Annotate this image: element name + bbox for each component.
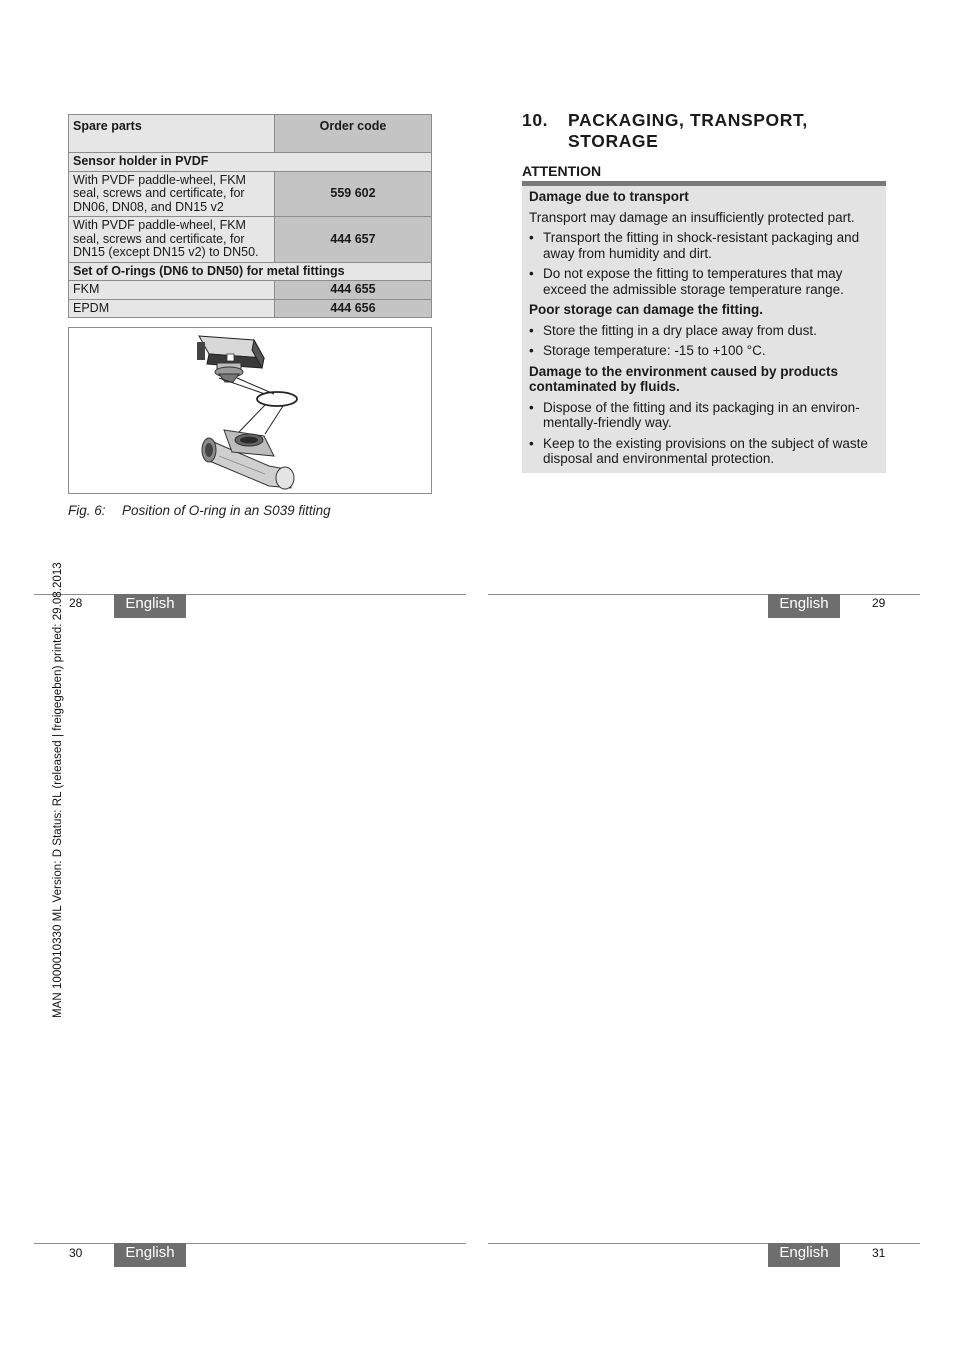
language-tab: English [114,594,186,618]
figure-caption [68,503,331,518]
list-item-text: Storage temperature: -15 to +100 °C. [543,343,766,358]
section-number: 10. [522,110,549,130]
list-item [529,323,881,339]
order-code: 444 657 [275,217,432,263]
language-tab: English [114,1243,186,1267]
table-section-row [69,153,432,172]
footer-rule [34,1243,466,1244]
footer-rule [488,594,920,595]
table-header-row [69,115,432,153]
bullet-list [529,230,881,297]
list-item [529,343,881,359]
section-label: Set of O-rings (DN6 to DN50) for metal fittings [69,262,432,281]
bullet-list [529,323,881,359]
section-label: Sensor holder in PVDF [69,153,432,172]
section-title: PACKAGING, TRANSPORT, STORAGE [568,110,808,151]
leader-line [239,405,265,432]
sensor-holder-drawing [197,336,264,382]
list-item [529,400,881,431]
bullet-icon: • [529,399,534,415]
page-number: 30 [69,1246,83,1260]
attention-heading: Damage due to transport [529,189,689,204]
attention-heading: Damage to the environment caused by products contaminated by fluids. [529,363,839,394]
order-code: 444 656 [275,299,432,318]
list-item [529,436,881,467]
col-header-order-code: Order code [275,115,432,153]
figure-number: Fig. 6: [68,503,106,518]
part-description: With PVDF paddle-wheel, FKM seal, screws and certificate, for DN06, DN08, and DN15 v2 [69,171,275,217]
table-row [69,299,432,318]
bullet-icon: • [529,343,534,358]
list-item-text: Keep to the existing provisions on the subject of waste disposal and environmental protection. [543,435,868,466]
spare-parts-table [68,114,432,318]
page-number: 29 [872,596,886,610]
attention-heading: Poor storage can damage the fitting. [529,302,764,317]
table-section-row [69,262,432,281]
col-header-spare-parts: Spare parts [69,115,275,153]
list-item-text: Do not expose the fitting to temperatures that may exceed the admissible storage temperature range. [543,266,844,297]
table-row [69,281,432,300]
table-row [69,171,432,217]
fitting-figure [68,327,432,494]
list-item-text: Transport the fitting in shock-resistant packaging and away from humidity and dirt. [543,230,860,261]
o-ring-drawing [257,392,297,406]
table-row [69,217,432,263]
footer-rule [488,1243,920,1244]
document-status-note: MAN 1000010330 ML Version: D Status: RL (released | freigegeben) printed: 29.08.2013 [52,562,64,1018]
list-item-text: Store the fitting in a dry place away from dust. [543,322,817,338]
bullet-icon: • [529,266,534,281]
list-item [529,230,881,261]
language-tab: English [768,594,840,618]
footer-rule [34,594,466,595]
list-item [529,266,881,297]
leader-line [265,406,283,434]
list-item-text: Dispose of the fitting and its packaging in an environ-mentally-friendly way. [543,399,860,430]
bullet-icon: • [529,435,534,451]
part-description: With PVDF paddle-wheel, FKM seal, screws and certificate, for DN15 (except DN15 v2) to DN50. [69,217,275,263]
bullet-list [529,400,881,467]
order-code: 444 655 [275,281,432,300]
s039-fitting-drawing [202,430,294,489]
attention-content [529,189,881,472]
attention-label: ATTENTION [522,163,602,179]
language-tab: English [768,1243,840,1267]
page-number: 28 [69,596,83,610]
bullet-icon: • [529,322,534,338]
page-number: 31 [872,1246,886,1260]
o-ring-fitting-illustration [69,328,431,493]
bullet-icon: • [529,230,534,245]
attention-text: Transport may damage an insufficiently protected part. [529,209,855,225]
part-description: FKM [69,281,275,300]
part-description: EPDM [69,299,275,318]
order-code: 559 602 [275,171,432,217]
figure-caption-text: Position of O-ring in an S039 fitting [122,503,331,518]
